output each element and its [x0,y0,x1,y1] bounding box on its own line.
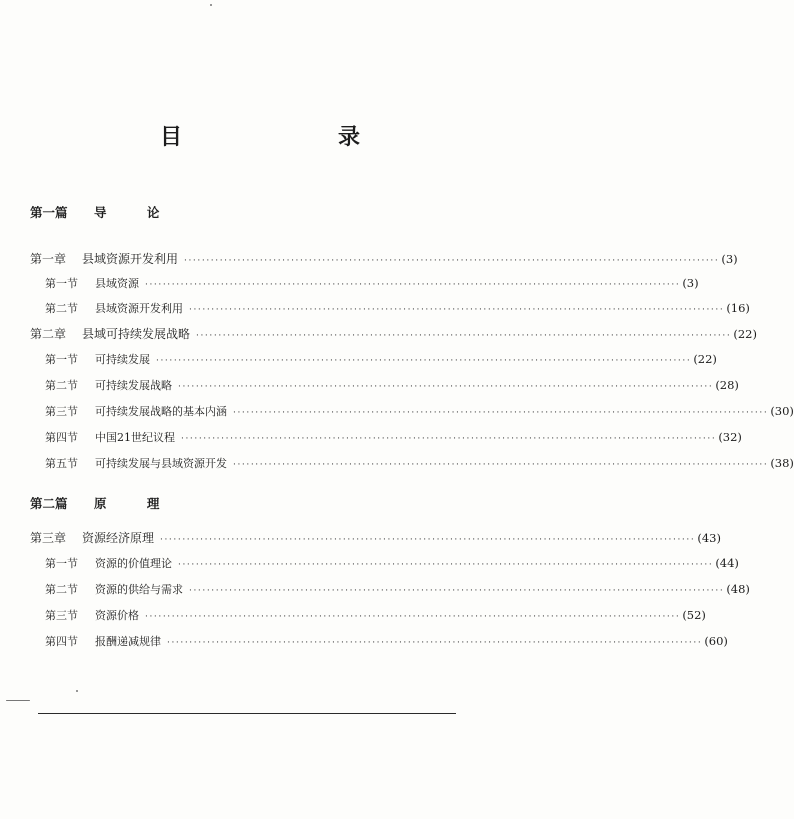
page-number: (60) [704,634,728,648]
scan-speck [210,4,212,6]
section-number: 第四节 [45,431,78,444]
toc-section-row[interactable] [45,377,739,395]
page-number: (44) [715,556,739,570]
chapter-title: 县域资源开发利用 [82,252,179,266]
page-number: (43) [697,531,721,545]
section-title: 可持续发展 [95,353,150,366]
part-number: 第一篇 [30,205,68,220]
chapter-number: 第二章 [30,327,67,341]
section-title: 报酬递减规律 [95,635,161,648]
section-number: 第三节 [45,405,78,418]
chapter-title: 资源经济原理 [82,531,155,545]
chapter-number: 第三章 [30,531,67,545]
chapter-title: 县域可持续发展战略 [82,327,191,341]
page-number: (3) [721,252,738,266]
page-number: (52) [682,608,706,622]
dot-leader: ························································································································ [160,535,696,545]
section-title: 资源的价值理论 [95,557,172,570]
part-heading [30,203,177,221]
dot-leader: ························································································································ [189,305,725,315]
toc-section-row[interactable] [45,429,742,447]
toc-section-row[interactable] [45,455,794,473]
toc-section-row[interactable] [45,581,750,599]
section-title: 中国21世纪议程 [95,431,175,444]
scan-speck [6,700,30,701]
chapter-number: 第一章 [30,252,67,266]
toc-section-row[interactable] [45,555,739,573]
page-number: (32) [718,430,742,444]
section-number: 第一节 [45,277,78,290]
section-number: 第三节 [45,609,78,622]
dot-leader: ························································································································ [189,586,725,596]
part-heading [30,494,177,512]
toc-title-char-2: 录 [337,124,360,150]
page-number: (3) [682,276,699,290]
dot-leader: ························································································································ [178,560,714,570]
page-number: (22) [733,327,757,341]
dot-leader: ························································································································ [233,460,769,470]
toc-section-row[interactable] [45,351,717,369]
dot-leader: ························································································································ [184,256,720,266]
bottom-rule [38,713,456,714]
part-number: 第二篇 [30,496,68,511]
section-number: 第一节 [45,353,78,366]
toc-section-row[interactable] [45,275,699,293]
section-title: 县域资源开发利用 [95,302,183,315]
section-title: 资源价格 [95,609,139,622]
page-number: (38) [770,456,794,470]
section-title: 县域资源 [95,277,139,290]
dot-leader: ························································································································ [196,331,732,341]
section-number: 第四节 [45,635,78,648]
page-number: (28) [715,378,739,392]
toc-section-row[interactable] [45,633,728,651]
section-title: 可持续发展与县域资源开发 [95,457,227,470]
toc-section-row[interactable] [45,403,794,421]
page-number: (16) [726,301,750,315]
section-title: 可持续发展战略 [95,379,172,392]
toc-section-row[interactable] [45,607,706,625]
section-title: 可持续发展战略的基本内涵 [95,405,227,418]
dot-leader: ························································································································ [178,382,714,392]
toc-title-char-1: 目 [160,124,183,150]
dot-leader: ························································································································ [233,408,769,418]
toc-chapter-row[interactable] [30,325,757,343]
toc-title [160,120,360,150]
toc-chapter-row[interactable] [30,529,721,547]
part-name: 原 理 [94,496,178,511]
toc-section-row[interactable] [45,300,750,318]
dot-leader: ························································································································ [145,612,681,622]
section-number: 第五节 [45,457,78,470]
part-name: 导 论 [94,205,178,220]
page-number: (22) [693,352,717,366]
scan-speck [76,690,78,692]
dot-leader: ························································································································ [156,356,692,366]
section-title: 资源的供给与需求 [95,583,183,596]
section-number: 第一节 [45,557,78,570]
dot-leader: ························································································································ [181,434,717,444]
dot-leader: ························································································································ [167,638,703,648]
dot-leader: ························································································································ [145,280,681,290]
section-number: 第二节 [45,379,78,392]
toc-chapter-row[interactable] [30,250,738,268]
section-number: 第二节 [45,583,78,596]
page-number: (48) [726,582,750,596]
section-number: 第二节 [45,302,78,315]
page-number: (30) [770,404,794,418]
